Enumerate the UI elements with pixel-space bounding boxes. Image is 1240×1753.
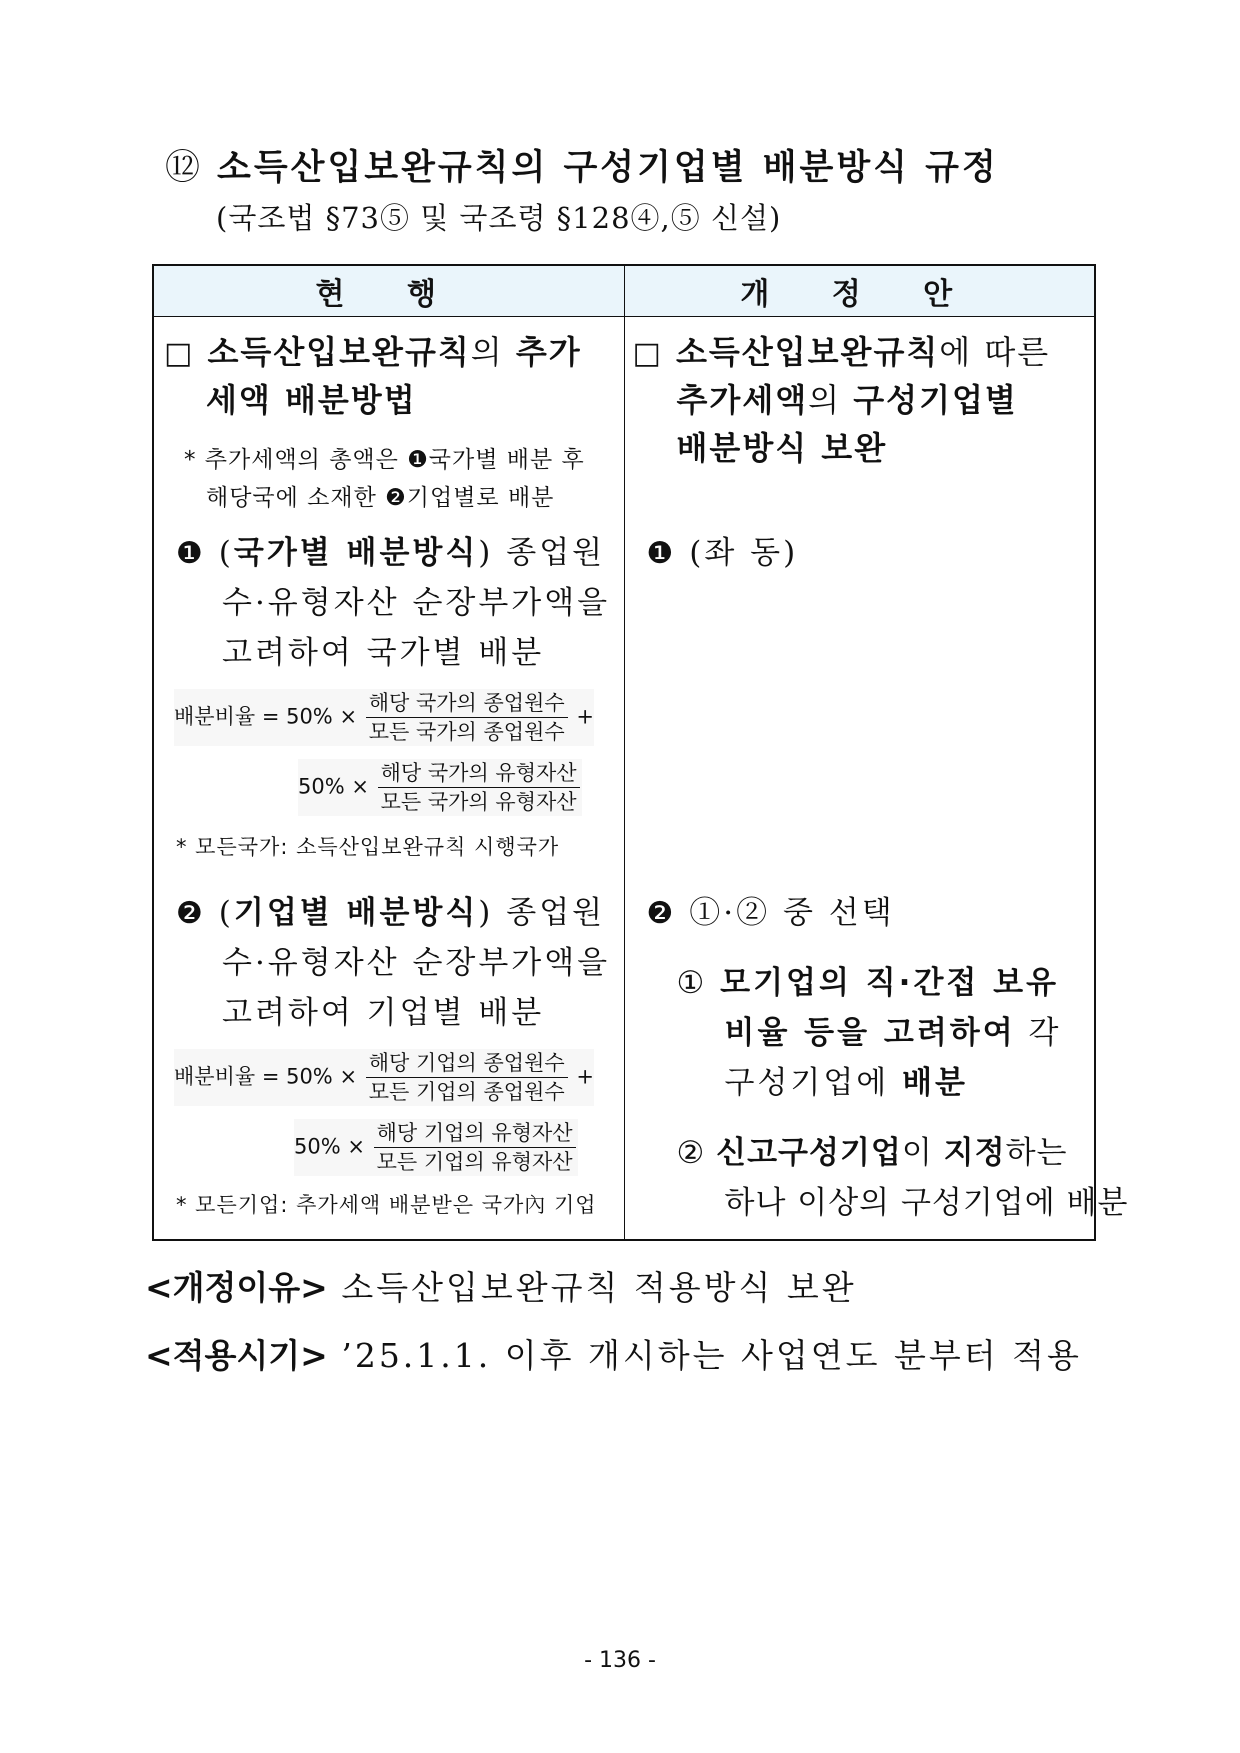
sub1-line3-normal: 구성기업에 bbox=[724, 1065, 903, 1101]
formula2-plus: + bbox=[576, 1064, 594, 1089]
effective-label: <적용시기> bbox=[145, 1336, 328, 1375]
paren-open: ( bbox=[218, 535, 234, 571]
circled-1-marker: ① bbox=[676, 965, 708, 1001]
proposed-item1 bbox=[647, 527, 799, 572]
proposed-item2-text: ①·② 중 선택 bbox=[689, 895, 895, 931]
current-item2-line2: 수·유형자산 순장부가액을 bbox=[222, 945, 611, 981]
sub2-normal1: 이 bbox=[901, 1135, 944, 1171]
sub1-line1-bold: 모기업의 직·간접 보유 bbox=[720, 965, 1060, 1001]
current-heading-bold2: 추가 bbox=[515, 333, 582, 371]
formula1-row1 bbox=[174, 689, 594, 746]
current-item1-line1 bbox=[176, 527, 605, 572]
current-note-line1: * 추가세액의 총액은 ❶국가별 배분 후 bbox=[184, 447, 585, 473]
current-item1-line3: 고려하여 국가별 배분 bbox=[222, 635, 545, 671]
reason-label: <개정이유> bbox=[145, 1268, 328, 1307]
current-heading-bold: 소득산입보완규칙 bbox=[207, 333, 471, 371]
filled-circle-2-icon: ❷ bbox=[176, 896, 206, 931]
effective-text: ’25.1.1. 이후 개시하는 사업연도 분부터 적용 bbox=[341, 1336, 1082, 1375]
current-heading-particle: 의 bbox=[470, 333, 516, 371]
effective-date bbox=[145, 1330, 1082, 1377]
paren-open: ( bbox=[218, 895, 234, 931]
section-title-text: 소득산입보완규칙의 구성기업별 배분방식 규정 bbox=[217, 148, 999, 188]
section-number: ⑫ bbox=[165, 148, 204, 188]
header-current: 현 행 bbox=[153, 265, 624, 317]
circled-2-marker: ② bbox=[676, 1135, 706, 1171]
page-number: - 136 - bbox=[584, 1648, 656, 1673]
proposed-sub1-line2 bbox=[725, 1007, 1062, 1052]
proposed-heading2-bold2: 구성기업별 bbox=[853, 381, 1018, 419]
proposed-heading-bold: 소득산입보완규칙 bbox=[676, 333, 940, 371]
proposed-heading-line2 bbox=[677, 375, 1018, 421]
formula2-row2 bbox=[294, 1119, 578, 1176]
filled-circle-1-icon: ❶ bbox=[176, 536, 206, 571]
formula2-den1: 모든 기업의 종업원수 bbox=[368, 1080, 565, 1104]
formula1-row2 bbox=[298, 759, 582, 816]
header-proposed: 개 정 안 bbox=[624, 265, 1095, 317]
formula1-plus: + bbox=[576, 704, 594, 729]
formula2-fraction1 bbox=[366, 1049, 568, 1106]
proposed-heading-line3: 배분방식 보완 bbox=[676, 429, 888, 467]
formula2-num2: 해당 기업의 유형자산 bbox=[374, 1119, 576, 1148]
item1-rest: ) 종업원 bbox=[478, 535, 606, 571]
current-item2-line1 bbox=[176, 887, 605, 932]
formula1-note: * 모든국가: 소득산입보완규칙 시행국가 bbox=[176, 835, 560, 859]
sub2-bold1: 신고구성기업 bbox=[716, 1135, 902, 1171]
formula2-den2: 모든 기업의 유형자산 bbox=[376, 1150, 573, 1174]
proposed-heading2-bold: 추가세액 bbox=[676, 381, 809, 419]
formula2-fraction2 bbox=[374, 1119, 576, 1176]
formula1-prefix2: 50% × bbox=[298, 774, 369, 799]
sub2-bold2: 지정 bbox=[943, 1135, 1006, 1171]
formula2-row1 bbox=[174, 1049, 594, 1106]
formula1-num2: 해당 국가의 유형자산 bbox=[378, 759, 580, 788]
current-column bbox=[153, 317, 624, 1241]
current-note-line2: 해당국에 소재한 ❷기업별로 배분 bbox=[206, 485, 555, 511]
sub2-normal2: 하는 bbox=[1005, 1135, 1068, 1171]
filled-circle-1-icon: ❶ bbox=[646, 536, 677, 571]
formula1-den1: 모든 국가의 종업원수 bbox=[368, 720, 565, 744]
comparison-table bbox=[152, 264, 1129, 1241]
formula1-label: 배분비율 = 50% × bbox=[174, 704, 358, 729]
current-heading-line2: 세액 배분방법 bbox=[206, 381, 417, 419]
proposed-sub1-line1 bbox=[677, 957, 1060, 1002]
formula2-label: 배분비율 = 50% × bbox=[174, 1064, 358, 1089]
checkbox-icon: □ bbox=[632, 336, 663, 371]
filled-circle-2-icon: ❷ bbox=[646, 896, 677, 931]
sub1-line2-bold: 비율 등을 고려하여 bbox=[724, 1015, 1016, 1051]
proposed-item1-text: (좌 동) bbox=[689, 535, 799, 571]
formula1-fraction2 bbox=[378, 759, 580, 816]
current-heading-line1 bbox=[164, 327, 582, 373]
proposed-heading2-particle: 의 bbox=[808, 381, 854, 419]
checkbox-icon: □ bbox=[164, 336, 195, 371]
proposed-column bbox=[624, 317, 1129, 1241]
proposed-sub2-line2: 하나 이상의 구성기업에 배분 bbox=[724, 1185, 1129, 1221]
current-item2-line3: 고려하여 기업별 배분 bbox=[222, 995, 545, 1031]
proposed-heading-normal: 에 따른 bbox=[939, 333, 1051, 371]
item1-bold: 국가별 배분방식 bbox=[233, 535, 479, 571]
item2-rest: ) 종업원 bbox=[478, 895, 606, 931]
section-title bbox=[165, 140, 999, 190]
formula1-den2: 모든 국가의 유형자산 bbox=[380, 790, 577, 814]
reason-text: 소득산입보완규칙 적용방식 보완 bbox=[341, 1268, 857, 1307]
item2-bold: 기업별 배분방식 bbox=[233, 895, 479, 931]
amendment-reason bbox=[145, 1262, 857, 1309]
formula1-fraction1 bbox=[366, 689, 568, 746]
proposed-sub2-line1 bbox=[677, 1127, 1068, 1172]
sub1-line2-normal: 각 bbox=[1015, 1015, 1062, 1051]
formula1-num1: 해당 국가의 종업원수 bbox=[366, 689, 568, 718]
formula2-note: * 모든기업: 추가세액 배분받은 국가內 기업 bbox=[176, 1193, 597, 1217]
sub1-line3-bold: 배분 bbox=[902, 1065, 968, 1101]
proposed-sub1-line3 bbox=[725, 1057, 969, 1102]
current-item1-line2: 수·유형자산 순장부가액을 bbox=[222, 585, 611, 621]
proposed-heading-line1 bbox=[633, 327, 1051, 373]
formula2-prefix2: 50% × bbox=[294, 1134, 365, 1159]
proposed-item2 bbox=[647, 887, 895, 932]
formula2-num1: 해당 기업의 종업원수 bbox=[366, 1049, 568, 1078]
legal-reference: (국조법 §73⑤ 및 국조령 §128④,⑤ 신설) bbox=[216, 201, 782, 235]
